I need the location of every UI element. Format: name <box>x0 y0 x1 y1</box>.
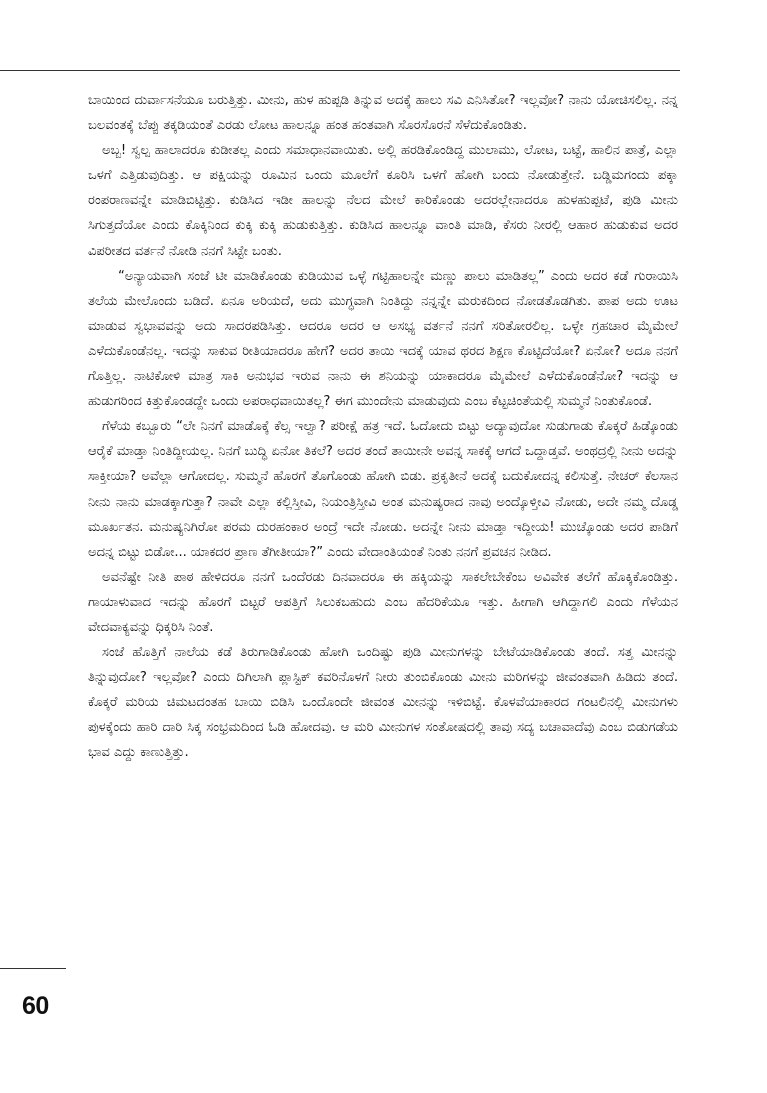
paragraph-1: ಬಾಯಿಂದ ದುರ್ವಾಸನೆಯೂ ಬರುತ್ತಿತ್ತು. ಮೀನು, ಹುಳ ಹುಪ್ಪಡಿ ತಿನ್ನುವ ಅದಕ್ಕೆ ಹಾಲು ಸವಿ ಎನಿಸಿತೋ? ಇಲ್ಲವೋ? ನಾನು ಯೋಚಿಸಲಿಲ್ಲ. ನನ್ನ ಬಲವಂತಕ್ಕೆ ಬೆಪ್ಪು ತಕ್ಕಡಿಯಂತೆ ಎರಡು ಲೋಟ ಹಾಲನ್ನೂ ಹಂತ ಹಂತವಾಗಿ ಸೊರಸೊರನೆ ಸೆಳೆದುಕೊಂಡಿತು. <box>88 93 679 134</box>
top-rule <box>0 70 680 71</box>
page-number: 60 <box>22 992 49 1020</box>
footer-rule <box>0 968 66 969</box>
paragraph-2: ಅಬ್ಬ! ಸ್ವಲ್ಪ ಹಾಲಾದರೂ ಕುಡೀತಲ್ಲ ಎಂದು ಸಮಾಧಾನವಾಯಿತು. ಅಲ್ಲಿ ಹರಡಿಕೊಂಡಿದ್ದ ಮುಲಾಮು, ಲೋಟ, ಬಟ್ಟೆ, ಹಾಲಿನ ಪಾತ್ರೆ, ಎಲ್ಲಾ ಒಳಗೆ ಎತ್ತಿಡುವುದಿತ್ತು. ಆ ಪಕ್ಷಿಯನ್ನು ರೂಮಿನ ಒಂದು ಮೂಲೆಗೆ ಕೂರಿಸಿ ಒಳಗೆ ಹೋಗಿ ಬಂದು ನೋಡುತ್ತೇನೆ. ಬಡ್ಡಿಮಗಂದು ಪಕ್ಕಾ ರಂಪರಾಣವನ್ನೇ ಮಾಡಿಬಿಟ್ಟಿತ್ತು. ಕುಡಿಸಿದ ಇಡೀ ಹಾಲನ್ನು ನೆಲದ ಮೇಲೆ ಕಾರಿಕೊಂಡು ಅದರಲ್ಲೇನಾದರೂ ಹುಳಹುಪ್ಪಟೆ, ಪುಡಿ ಮೀನು ಸಿಗುತ್ತದೆಯೋ ಎಂದು ಕೊಕ್ಕಿನಿಂದ ಕುಕ್ಕಿ ಕುಕ್ಕಿ ಹುಡುಕುತ್ತಿತ್ತು. ಕುಡಿಸಿದ ಹಾಲನ್ನೂ ವಾಂತಿ ಮಾಡಿ, ಕೆಸರು ನೀರಲ್ಲಿ ಆಹಾರ ಹುಡುಕುವ ಅದರ ವಿಪರೀತದ ವರ್ತನೆ ನೋಡಿ ನನಗೆ ಸಿಟ್ಟೇ ಬಂತು. <box>88 143 678 259</box>
paragraph-6: ಸಂಜೆ ಹೊತ್ತಿಗೆ ನಾಲೆಯ ಕಡೆ ತಿರುಗಾಡಿಕೊಂಡು ಹೋಗಿ ಒಂದಿಷ್ಟು ಪುಡಿ ಮೀನುಗಳನ್ನು ಬೇಟೆಯಾಡಿಕೊಂಡು ತಂದೆ. ಸತ್ತ ಮೀನನ್ನು ತಿನ್ನುವುದೋ? ಇಲ್ಲವೋ? ಎಂದು ದಿಗಿಲಾಗಿ ಪ್ಲಾಸ್ಟಿಕ್ ಕವರಿನೊಳಗೆ ನೀರು ತುಂಬಿಕೊಂಡು ಮೀನು ಮರಿಗಳನ್ನು ಜೀವಂತವಾಗಿ ಹಿಡಿದು ತಂದೆ. ಕೊಕ್ಕರೆ ಮರಿಯ ಚಿಮಟದಂತಹ ಬಾಯಿ ಬಿಡಿಸಿ ಒಂದೊಂದೇ ಜೀವಂತ ಮೀನನ್ನು ಇಳಿಬಿಟ್ಟೆ. ಕೊಳವೆಯಾಕಾರದ ಗಂಟಲಿನಲ್ಲಿ ಮೀನುಗಳು ಪುಳಕ್ಕೆಂದು ಹಾರಿ ದಾರಿ ಸಿಕ್ಕ ಸಂಭ್ರಮದಿಂದ ಓಡಿ ಹೋದವು. ಆ ಮರಿ ಮೀನುಗಳ ಸಂತೋಷದಲ್ಲಿ ತಾವು ಸದ್ಯ ಬಚಾವಾದೆವು ಎಂಬ ಬಿಡುಗಡೆಯ ಭಾವ ಎದ್ದು ಕಾಣುತ್ತಿತ್ತು. <box>88 645 678 761</box>
paragraph-3: “ಅನ್ಯಾಯವಾಗಿ ಸಂಜೆ ಟೀ ಮಾಡಿಕೊಂಡು ಕುಡಿಯುವ ಒಳ್ಳೆ ಗಟ್ಟಿಹಾಲನ್ನೇ ಮಣ್ಣು ಪಾಲು ಮಾಡಿತಲ್ಲ” ಎಂದು ಅದರ ಕಡೆ ಗುರಾಯಿಸಿ ತಲೆಯ ಮೇಲೊಂದು ಬಡಿದೆ. ಏನೂ ಅರಿಯದೆ, ಅದು ಮುಗ್ಧವಾಗಿ ನಿಂತಿದ್ದು ನನ್ನನ್ನೇ ಮರುಕದಿಂದ ನೋಡತೊಡಗಿತು. ಪಾಪ ಅದು ಊಟ ಮಾಡುವ ಸ್ವಭಾವವನ್ನು ಅದು ಸಾದರಪಡಿಸಿತ್ತು. ಆದರೂ ಅದರ ಆ ಅಸಭ್ಯ ವರ್ತನೆ ನನಗೆ ಸರಿತೋರಲಿಲ್ಲ. ಒಳ್ಳೇ ಗ್ರಹಚಾರ ಮೈಮೇಲೆ ಎಳೆದುಕೊಂಡೆನಲ್ಲ. ಇದನ್ನು ಸಾಕುವ ರೀತಿಯಾದರೂ ಹೇಗೆ? ಅದರ ತಾಯಿ ಇದಕ್ಕೆ ಯಾವ ಥರದ ಶಿಕ್ಷಣ ಕೊಟ್ಟಿದೆಯೋ? ಏನೋ? ಅದೂ ನನಗೆ ಗೊತ್ತಿಲ್ಲ. ನಾಟಿಕೋಳಿ ಮಾತ್ರ ಸಾಕಿ ಅನುಭವ ಇರುವ ನಾನು ಈ ಶನಿಯನ್ನು ಯಾಕಾದರೂ ಮೈಮೇಲೆ ಎಳೆದುಕೊಂಡೆನೋ? ಇದನ್ನು ಆ ಹುಡುಗರಿಂದ ಕಿತ್ತುಕೊಂಡದ್ದೇ ಒಂದು ಅಪರಾಧವಾಯಿತಲ್ಲ? ಈಗ ಮುಂದೇನು ಮಾಡುವುದು ಎಂಬ ಕೆಟ್ಟಚಿಂತೆಯಲ್ಲಿ ಸುಮ್ಮನೆ ನಿಂತುಕೊಂಡೆ. <box>88 268 678 410</box>
paragraph-4: ಗೆಳೆಯ ಕಬ್ಬೂರು “ಲೇ ನಿನಗೆ ಮಾಡೊಕ್ಕೆ ಕೆಲ್ಸ ಇಲ್ವಾ? ಪರೀಕ್ಷೆ ಹತ್ರ ಇದೆ. ಓದೋದು ಬಿಟ್ಟು ಅದ್ಯಾವುದೋ ಸುಡುಗಾಡು ಕೊಕ್ಕರೆ ಹಿಡ್ಕೊಂಡು ಆರೈಕೆ ಮಾಡ್ತಾ ನಿಂತಿದ್ದೀಯಲ್ಲ. ನಿನಗೆ ಬುದ್ಧಿ ಏನೋ ತಿಕಲೆ? ಅದರ ತಂದೆ ತಾಯೀನೇ ಅವನ್ನ ಸಾಕಕ್ಕೆ ಆಗದೆ ಒದ್ದಾಡ್ತವೆ. ಅಂಥದ್ರಲ್ಲಿ ನೀನು ಅದನ್ನು ಸಾಕ್ತೀಯಾ? ಅವೆಲ್ಲಾ ಆಗೋದಲ್ಲ. ಸುಮ್ಮನೆ ಹೊರಗೆ ತೊಗೊಂಡು ಹೋಗಿ ಬಿಡು. ಪ್ರಕೃತೀನೆ ಅದಕ್ಕೆ ಬದುಕೋದನ್ನ ಕಲಿಸುತ್ತೆ. ನೇಚರ್ ಕೆಲಸಾನ ನೀನು ನಾನು ಮಾಡಕ್ಕಾಗುತ್ತಾ? ನಾವೇ ಎಲ್ಲಾ ಕಲ್ಲಿಸ್ತೀವಿ, ನಿಯಂತ್ರಿಸ್ತೀವಿ ಅಂತ ಮನುಷ್ಯರಾದ ನಾವು ಅಂದ್ಕೊಳ್ತೀವಿ ನೋಡು, ಅದೇ ನಮ್ಮ ದೊಡ್ಡ ಮೂರ್ಖತನ. ಮನುಷ್ಯನಿಗಿರೋ ಪರಮ ದುರಹಂಕಾರ ಅಂದ್ರೆ ಇದೇ ನೋಡು. ಅದನ್ನೇ ನೀನು ಮಾಡ್ತಾ ಇದ್ದೀಯ! ಮುಚ್ಕೊಂಡು ಅದರ ಪಾಡಿಗೆ ಅದನ್ನ ಬಿಟ್ಟು ಬಿಡೋ... ಯಾಕದರ ಪ್ರಾಣ ತೆಗೀತೀಯಾ?” ಎಂದು ವೇದಾಂತಿಯಂತೆ ನಿಂತು ನನಗೆ ಪ್ರವಚನ ನೀಡಿದ. <box>88 419 678 560</box>
page-body <box>88 88 678 766</box>
paragraph-5: ಅವನೆಷ್ಟೇ ನೀತಿ ಪಾಠ ಹೇಳಿದರೂ ನನಗೆ ಒಂದೆರಡು ದಿನವಾದರೂ ಈ ಹಕ್ಕಿಯನ್ನು ಸಾಕಲೇಬೇಕೆಂಬ ಅವಿವೇಕ ತಲೆಗೆ ಹೊಕ್ಕಿಕೊಂಡಿತ್ತು. ಗಾಯಾಳುವಾದ ಇದನ್ನು ಹೊರಗೆ ಬಿಟ್ಟರೆ ಆಪತ್ತಿಗೆ ಸಿಲುಕಬಹುದು ಎಂಬ ಹೆದರಿಕೆಯೂ ಇತ್ತು. ಹೀಗಾಗಿ ಆಗಿದ್ದಾಗಲಿ ಎಂದು ಗೆಳೆಯನ ವೇದವಾಕ್ಯವನ್ನು ಧಿಕ್ಕರಿಸಿ ನಿಂತೆ. <box>88 569 678 635</box>
